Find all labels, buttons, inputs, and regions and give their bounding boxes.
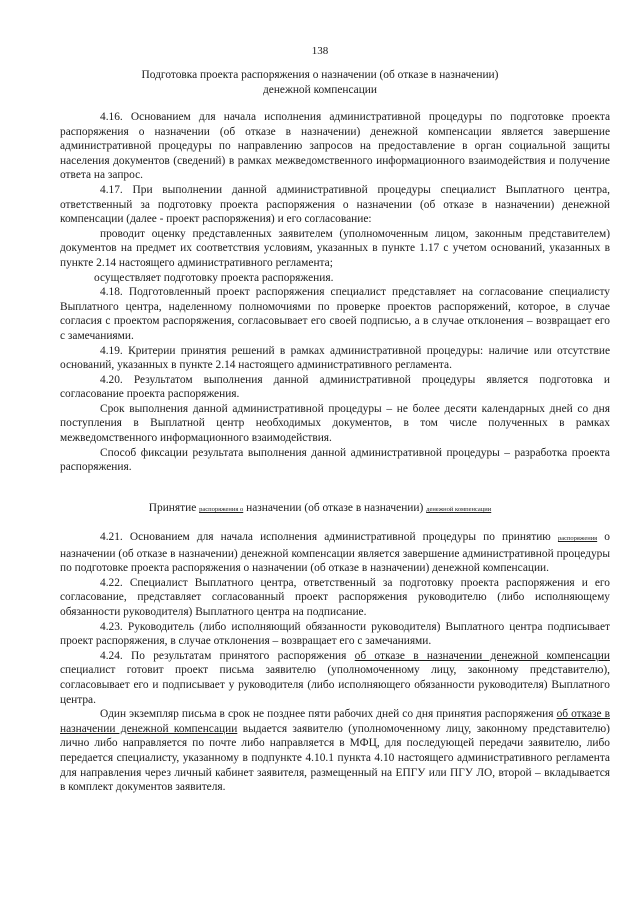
paragraph-4-16: 4.16. Основанием для начала исполнения административной процедуры по подготовке проекта распоряжения о назначении (об отказе в назначении) денежной компенсации является завершение административной процедуры по направлению запросов на предоставление в орган социальной защиты населения документов (сведений) в рамках межведомственного информационного взаимодействия и получение ответа на запрос.: [60, 111, 610, 182]
paragraph-4-24: [60, 649, 610, 707]
section1-title-line1: Подготовка проекта распоряжения о назначении (об отказе в назначении): [141, 69, 499, 81]
plast-start: Один экземпляр письма в срок не позднее пяти рабочих дней со дня принятия распоряжения: [100, 708, 554, 721]
p421-rest: о назначении (об отказе в назначении) денежной компенсации является завершение административной процедуры по подготовке проекта распоряжения о назначении (об отказе в назначении) денежной компенсации.: [60, 531, 610, 575]
paragraph-4-17-item2: осуществляет подготовку проекта распоряжения.: [94, 271, 334, 284]
section2-title-part2: назначении (об отказе в назначении): [246, 502, 424, 514]
paragraph-4-22: 4.22. Специалист Выплатного центра, ответственный за подготовку проекта распоряжения и его согласование, представляет согласованный проект распоряжения руководителю (либо исполняющему обязанности руководителя) Выплатного центра на подписание.: [60, 576, 610, 618]
section2-title-small1: распоряжения о: [199, 506, 244, 513]
paragraph-deadline: Срок выполнения данной административной процедуры – не более десяти календарных дней со дня поступления в Выплатной центр необходимых документов, в том числе полученных в рамках межведомственного информационного взаимодействия.: [60, 402, 610, 445]
p424-rest: специалист готовит проект письма заявителю (уполномоченному лицу, законному представителю), согласовывает его и подписывает у руководителя (либо исполняющего обязанности руководителя) Выплатного центра.: [60, 664, 610, 706]
plast-underlined: об отказе в назначении денежной компенсации: [60, 708, 610, 735]
paragraph-fixation: Способ фиксации результата выполнения данной административной процедуры – разработка проекта распоряжения.: [60, 446, 610, 474]
section2-body: [60, 530, 610, 795]
section1-title: [100, 68, 540, 97]
paragraph-4-18: 4.18. Подготовленный проект распоряжения специалист представляет на согласование специалисту Выплатного центра, наделенному полномочиями по проверке проектов распоряжений, которое, в случае согласия с проектом распоряжения, согласовывает его своей подписью, а в случае отклонения – возвращает его с замечаниями.: [60, 286, 610, 342]
page-number: 138: [311, 45, 329, 57]
p421-start: 4.21. Основанием для начала исполнения административной процедуры по принятию: [100, 531, 551, 543]
p421-small: распоряжения: [557, 535, 598, 542]
section2-title-part1: Принятие: [148, 502, 197, 514]
section2-title-small2: денежной компенсации: [426, 506, 492, 513]
section1-title-line2: денежной компенсации: [262, 83, 378, 96]
paragraph-4-20: 4.20. Результатом выполнения данной административной процедуры является подготовка и согласование проекта распоряжения.: [60, 373, 610, 401]
section1-body: [60, 110, 610, 475]
section2-title: [100, 501, 540, 518]
paragraph-4-17: 4.17. При выполнении данной административной процедуры специалист Выплатного центра, ответственный за подготовку проекта распоряжения о назначении (об отказе в назначении) денежной компенсации (далее - проект распоряжения) и его согласование:: [60, 183, 610, 226]
p424-start: 4.24. По результатам принятого распоряжения: [100, 649, 347, 662]
paragraph-4-19: 4.19. Критерии принятия решений в рамках административной процедуры: наличие или отсутствие оснований, указанных в пункте 2.14 настоящего административного регламента.: [60, 344, 610, 372]
paragraph-copy-delivery: [60, 707, 610, 795]
plast-rest: выдается заявителю (уполномоченному лицу, законному представителю) лично либо направляется по почте либо направляется в МФЦ, для последующей передачи заявителю, либо передается специалисту, указанному в подпункте 4.10.1 пункта 4.10 настоящего административного регламента для направления через личный кабинет заявителя, размещенный на ЕПГУ или ПГУ ЛО, второй – вкладывается в комплект документов заявителя.: [60, 722, 610, 794]
p424-underlined: об отказе в назначении денежной компенсации: [354, 649, 610, 662]
paragraph-4-23: 4.23. Руководитель (либо исполняющий обязанности руководителя) Выплатного центра подписывает проект распоряжения, в случае отклонения – возвращает его с замечаниями.: [60, 620, 610, 648]
paragraph-4-17-item1: проводит оценку представленных заявителем (уполномоченным лицом, законным представителем) документов на предмет их соответствия условиям, указанных в пункте 1.17 с учетом оснований, указанных в пункте 2.14 настоящего административного регламента;: [60, 227, 610, 269]
paragraph-4-21: [60, 530, 610, 576]
